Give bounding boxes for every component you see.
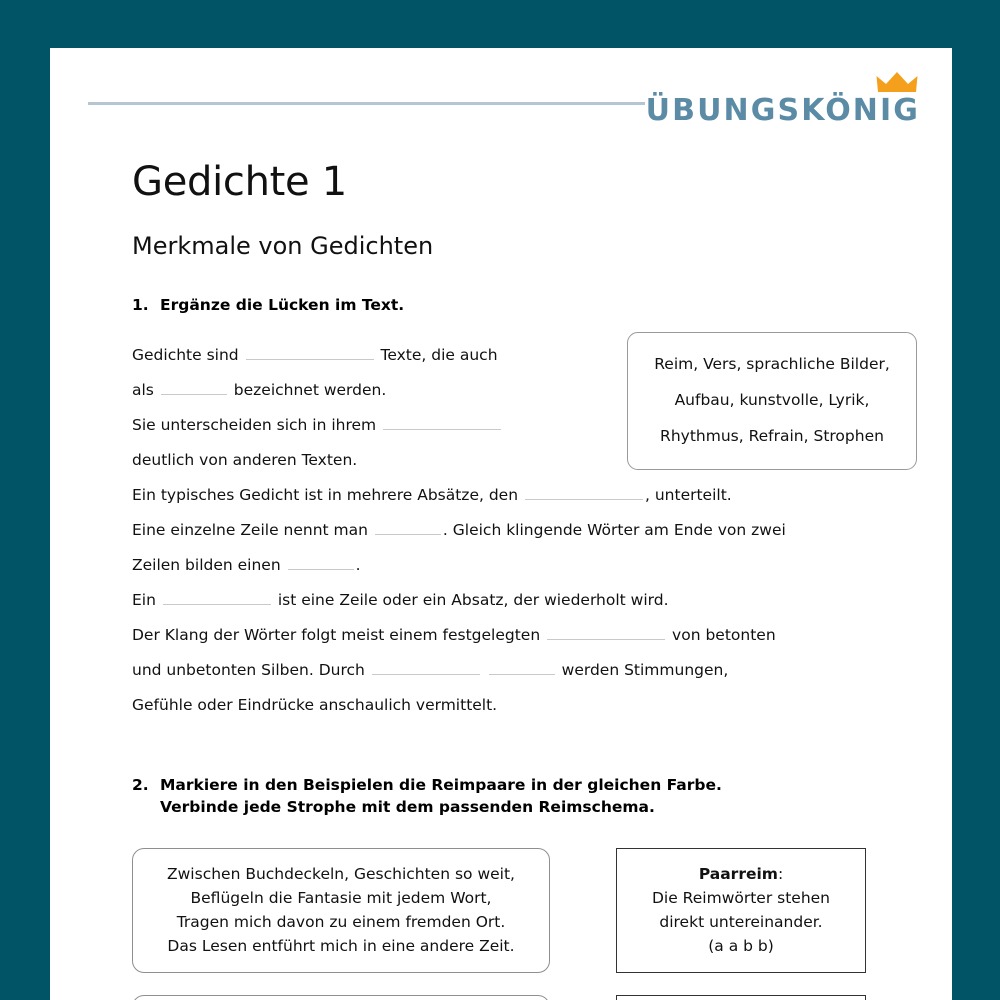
fill-text: ist eine Zeile oder ein Absatz, der wiederholt wird.	[277, 591, 669, 610]
poem-box[interactable]	[132, 995, 550, 1000]
fill-text: werden Stimmungen,	[561, 661, 729, 680]
fill-text: als	[132, 381, 154, 400]
fill-text: Texte, die auch	[380, 346, 498, 365]
fill-line	[132, 513, 920, 548]
blank-field[interactable]	[375, 521, 441, 535]
scheme-title	[627, 862, 855, 886]
poem-line: Beflügeln die Fantasie mit jedem Wort,	[190, 888, 492, 907]
task-1-body	[132, 338, 920, 723]
scheme-description-line2: direkt untereinander.	[659, 912, 823, 931]
task-1-heading	[132, 295, 920, 316]
header-rule	[88, 102, 645, 105]
task-2-instruction-line1: Markiere in den Beispielen die Reimpaare in der gleichen Farbe.	[160, 776, 722, 795]
task-1-number: 1.	[132, 295, 149, 314]
fill-text: Ein	[132, 591, 156, 610]
fill-text: und unbetonten Silben. Durch	[132, 661, 365, 680]
poem-line: Tragen mich davon zu einem fremden Ort.	[176, 912, 506, 931]
scheme-pattern: (a a b b)	[708, 936, 774, 955]
task-2-instruction-line2: Verbinde jede Strophe mit dem passenden Reimschema.	[160, 797, 655, 816]
crown-icon	[876, 70, 918, 96]
blank-field[interactable]	[372, 661, 480, 675]
scheme-colon: :	[777, 864, 784, 883]
fill-text: Der Klang der Wörter folgt meist einem festgelegten	[132, 626, 541, 645]
scheme-description-line1: Die Reimwörter stehen	[651, 888, 831, 907]
wordbank-box	[627, 332, 917, 470]
blank-field[interactable]	[525, 486, 643, 500]
fill-text: bezeichnet werden.	[233, 381, 387, 400]
fill-line	[132, 653, 920, 688]
worksheet-page	[50, 48, 952, 1000]
fill-text: Zeilen bilden einen	[132, 556, 281, 575]
fill-line	[132, 583, 920, 618]
fill-text: .	[355, 556, 361, 575]
blank-field[interactable]	[383, 416, 501, 430]
wordbank-line: Rhythmus, Refrain, Strophen	[660, 427, 884, 446]
fill-text: von betonten	[672, 626, 776, 645]
fill-line	[132, 548, 920, 583]
fill-text: , unterteilt.	[644, 486, 732, 505]
rhyme-scheme-box[interactable]	[616, 995, 866, 1000]
scheme-name: Paarreim	[698, 864, 778, 883]
page-title: Gedichte 1	[132, 159, 347, 205]
poem-line: Zwischen Buchdeckeln, Geschichten so weit,	[167, 864, 515, 883]
blank-field[interactable]	[163, 591, 271, 605]
task-1-instruction: Ergänze die Lücken im Text.	[160, 295, 405, 314]
poem-line: Das Lesen entführt mich in eine andere Zeit.	[167, 936, 515, 955]
task-2-row-2	[132, 995, 920, 1000]
fill-line	[132, 688, 920, 723]
page-header	[50, 48, 952, 140]
blank-field[interactable]	[161, 381, 227, 395]
blank-field[interactable]	[547, 626, 665, 640]
rhyme-scheme-box[interactable]	[616, 848, 866, 973]
wordbank-line: Aufbau, kunstvolle, Lyrik,	[674, 391, 870, 410]
task-2-row-1	[132, 848, 920, 973]
worksheet-content	[50, 140, 952, 1000]
task-2-number: 2.	[132, 776, 149, 795]
fill-line	[132, 478, 920, 513]
fill-line	[132, 618, 920, 653]
blank-field[interactable]	[489, 661, 555, 675]
fill-text: Gefühle oder Eindrücke anschaulich vermittelt.	[132, 696, 498, 715]
fill-text: Ein typisches Gedicht ist in mehrere Absätze, den	[132, 486, 519, 505]
blank-field[interactable]	[288, 556, 354, 570]
page-subtitle: Merkmale von Gedichten	[132, 232, 434, 260]
wordbank-line: Reim, Vers, sprachliche Bilder,	[654, 355, 890, 374]
logo-text: ÜBUNGSKÖNIG	[645, 93, 920, 128]
blank-field[interactable]	[246, 346, 374, 360]
fill-text: Gedichte sind	[132, 346, 239, 365]
fill-text: Sie unterscheiden sich in ihrem	[132, 416, 377, 435]
fill-text: . Gleich klingende Wörter am Ende von zwei	[442, 521, 786, 540]
task-2-heading	[132, 775, 920, 818]
fill-text: Eine einzelne Zeile nennt man	[132, 521, 368, 540]
poem-box[interactable]	[132, 848, 550, 973]
fill-text: deutlich von anderen Texten.	[132, 451, 358, 470]
brand-logo	[646, 76, 920, 126]
